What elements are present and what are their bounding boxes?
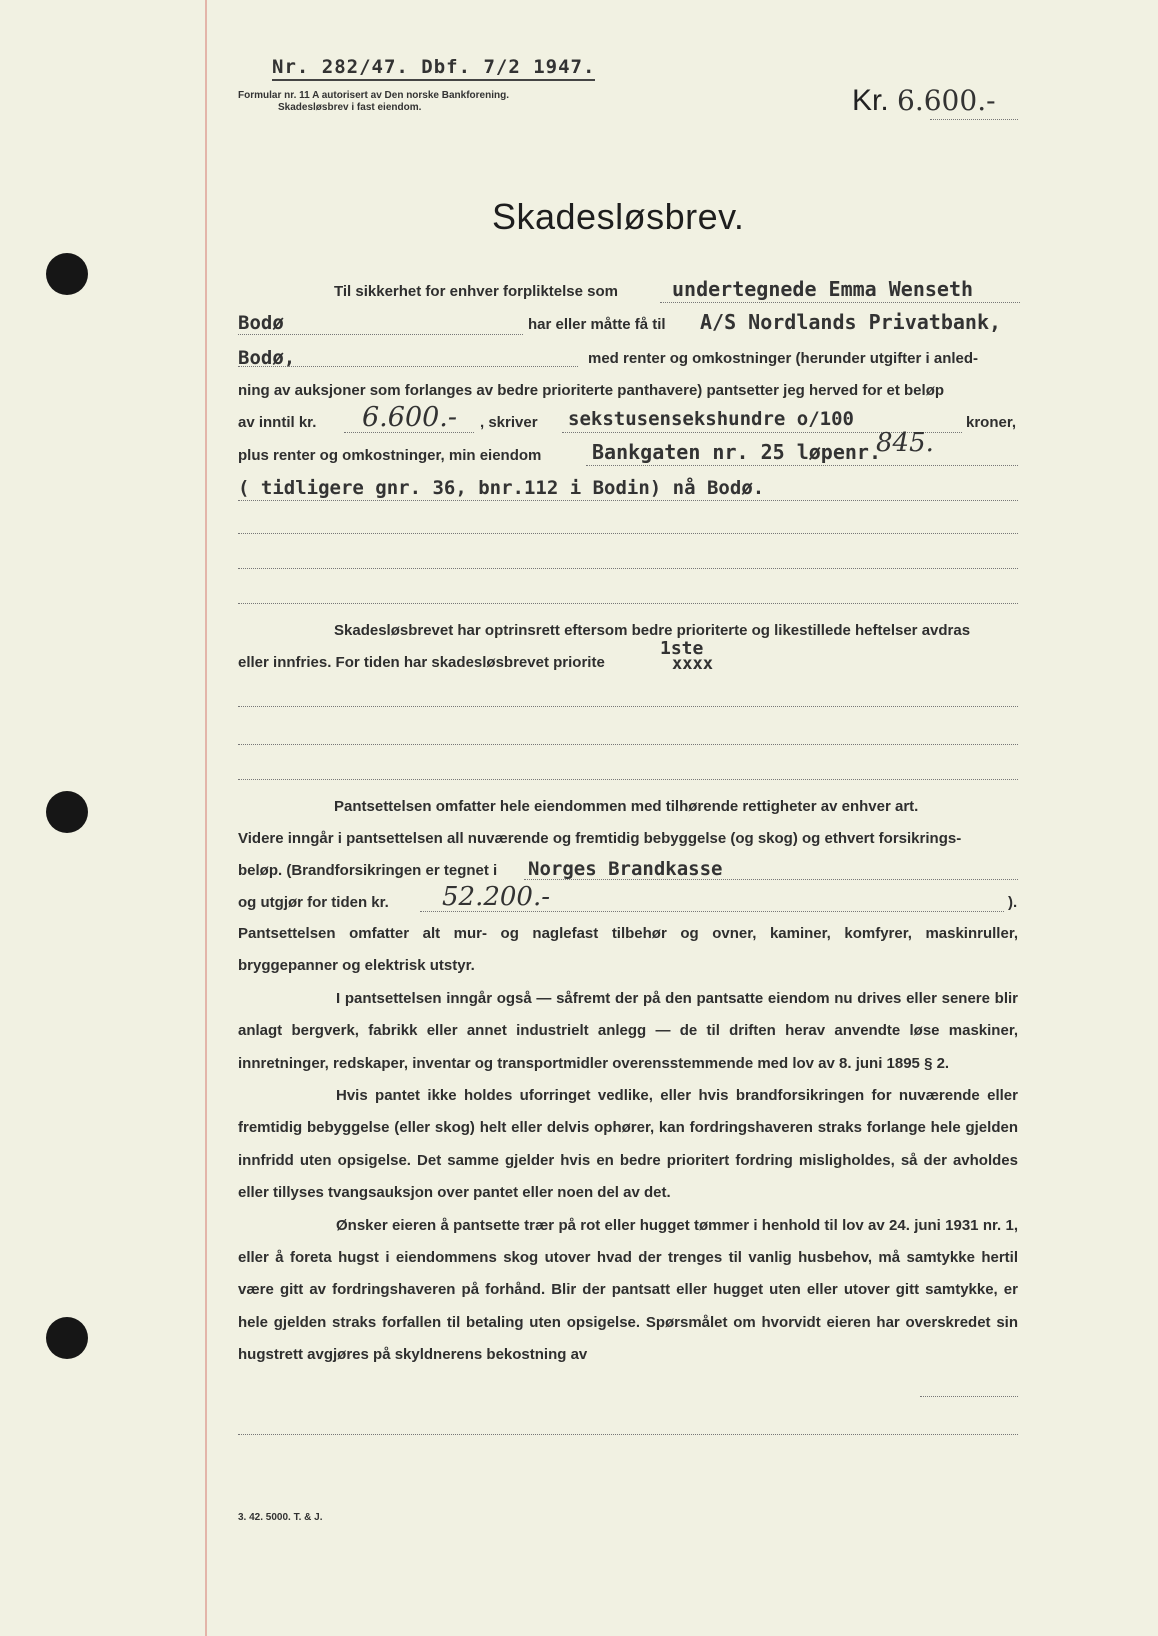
text-line-3: med renter og omkostninger (herunder utgifter i anled- <box>588 350 979 367</box>
registration-number: Nr. 282/47. Dbf. 7/2 1947. <box>272 56 595 81</box>
text-line-4: ning av auksjoner som forlanges av bedre prioriterte panthavere) pantsetter jeg herved for et beløp <box>238 382 945 399</box>
amount-header <box>852 84 996 118</box>
amount-underline <box>930 119 1018 120</box>
fill-line-15 <box>420 911 1004 912</box>
fill-line-8 <box>238 533 1018 534</box>
pledge-line-2: Videre inngår i pantsettelsen all nuværende og fremtidig bebyggelse (og skog) og ethvert forsikrings- <box>238 830 962 847</box>
text-line-5a: av inntil kr. <box>238 414 317 431</box>
amount-in-words: sekstusensekshundre o/100 <box>568 408 854 430</box>
text-line-5c: kroner, <box>966 414 1017 431</box>
fill-line-14 <box>524 879 1018 880</box>
pledge-continuation <box>238 918 1018 1372</box>
fill-line-12 <box>238 744 1018 745</box>
text-line-5b: , skriver <box>480 414 538 431</box>
amount-handwritten: 6.600.- <box>362 402 458 433</box>
pledge-paragraph-4: Ønsker eieren å pantsette trær på rot eller hugget tømmer i henhold til lov av 24. juni 1931 nr. 1, eller å foreta hugst i eiendommens skog utover hvad der trenges til vanlig husbehov, må samtykke hertil være gitt av fordringshaveren på forhånd. Blir der pantsatt eller hugget uten eller utover gitt samtykke, er hele gjelden straks forfallen til betaling uten opsigelse. Spørsmålet om hvorvidt eieren har overskredet sin hugstrett avgjøres på skyldnerens bekostning av <box>238 1216 1018 1364</box>
margin-line <box>205 0 207 1636</box>
punch-hole-top <box>46 253 88 295</box>
form-notice-line-1: Formular nr. 11 A autorisert av Den norske Bankforening. <box>238 90 510 101</box>
document-title: Skadesløsbrev. <box>492 196 745 237</box>
insurance-amount-handwritten: 52.200.- <box>442 882 551 912</box>
insurance-company: Norges Brandkasse <box>528 858 723 880</box>
fill-line-5a <box>344 432 474 433</box>
pledge-line-3: beløp. (Brandforsikringen er tegnet i <box>238 862 498 879</box>
creditor-place: Bodø, <box>238 347 296 369</box>
currency-label: Kr. <box>852 84 889 117</box>
fill-line-16 <box>920 1396 1018 1397</box>
punch-hole-bottom <box>46 1317 88 1359</box>
pledge-line-4-end: ). <box>1008 894 1018 911</box>
fill-line-13 <box>238 779 1018 780</box>
fill-line-1 <box>660 302 1020 303</box>
text-line-2-label: har eller måtte få til <box>528 316 666 333</box>
pledge-paragraph-3: Hvis pantet ikke holdes uforringet vedlike, eller hvis brandforsikringen for nuværende eller fremtidig bebyggelse (eller skog) helt eller delvis ophører, kan fordringshaveren straks forlange hele gjelden innfridd uten opsigelse. Det samme gjelder hvis en bedre prioritert fordring misligholdes, så der avholdes eller tillyses tvangsauksjon over pantet eller noen del av det. <box>238 1087 1018 1202</box>
fill-line-2a <box>238 334 523 335</box>
fill-line-6 <box>586 465 1018 466</box>
amount-header-value: 6.600.- <box>897 84 996 117</box>
fill-line-10 <box>238 603 1018 604</box>
form-notice-line-2: Skadesløsbrev i fast eiendom. <box>278 102 422 113</box>
priority-text-1: Skadesløsbrevet har optrinsrett eftersom bedre prioriterte og likestillede heftelser avdras <box>334 622 971 639</box>
pledge-paragraph-2: I pantsettelsen inngår også — såfremt der på den pantsatte eiendom nu drives eller senere blir anlagt bergverk, fabrikk eller annet industrielt anlegg — de til driften herav anvendte løse maskiner, innretninger, redskaper, inventar og transportmidler overensstemmende med lov av 8. juni 1895 § 2. <box>238 989 1018 1072</box>
property-address: Bankgaten nr. 25 løpenr. <box>592 440 881 464</box>
fill-line-7 <box>238 500 1018 501</box>
debtor-place: Bodø <box>238 312 284 334</box>
fill-line-17 <box>238 1434 1018 1435</box>
fill-line-3 <box>238 366 578 367</box>
text-line-1-label: Til sikkerhet for enhver forpliktelse som <box>334 283 618 300</box>
priority-text-2: eller innfries. For tiden har skadesløsbrevet priorite <box>238 654 605 671</box>
print-reference: 3. 42. 5000. T. & J. <box>238 1512 323 1523</box>
priority-struck: xxxx <box>672 654 713 674</box>
property-detail: ( tidligere gnr. 36, bnr.112 i Bodin) nå Bodø. <box>238 477 765 499</box>
property-number-handwritten: 845. <box>876 428 934 458</box>
pledge-paragraph-1: Pantsettelsen omfatter alt mur- og naglefast tilbehør og ovner, kaminer, komfyrer, maskinruller, bryggepanner og elektrisk utstyr. <box>238 925 1018 975</box>
form-notice <box>238 90 509 114</box>
debtor-name: undertegnede Emma Wenseth <box>672 277 974 301</box>
pledge-line-4: og utgjør for tiden kr. <box>238 894 389 911</box>
pledge-line-1: Pantsettelsen omfatter hele eiendommen med tilhørende rettigheter av enhver art. <box>334 798 919 815</box>
creditor-name: A/S Nordlands Privatbank, <box>700 310 1002 334</box>
fill-line-11 <box>238 706 1018 707</box>
punch-hole-middle <box>46 791 88 833</box>
text-line-6: plus renter og omkostninger, min eiendom <box>238 447 542 464</box>
fill-line-9 <box>238 568 1018 569</box>
priority-rank: 1ste <box>660 638 704 659</box>
